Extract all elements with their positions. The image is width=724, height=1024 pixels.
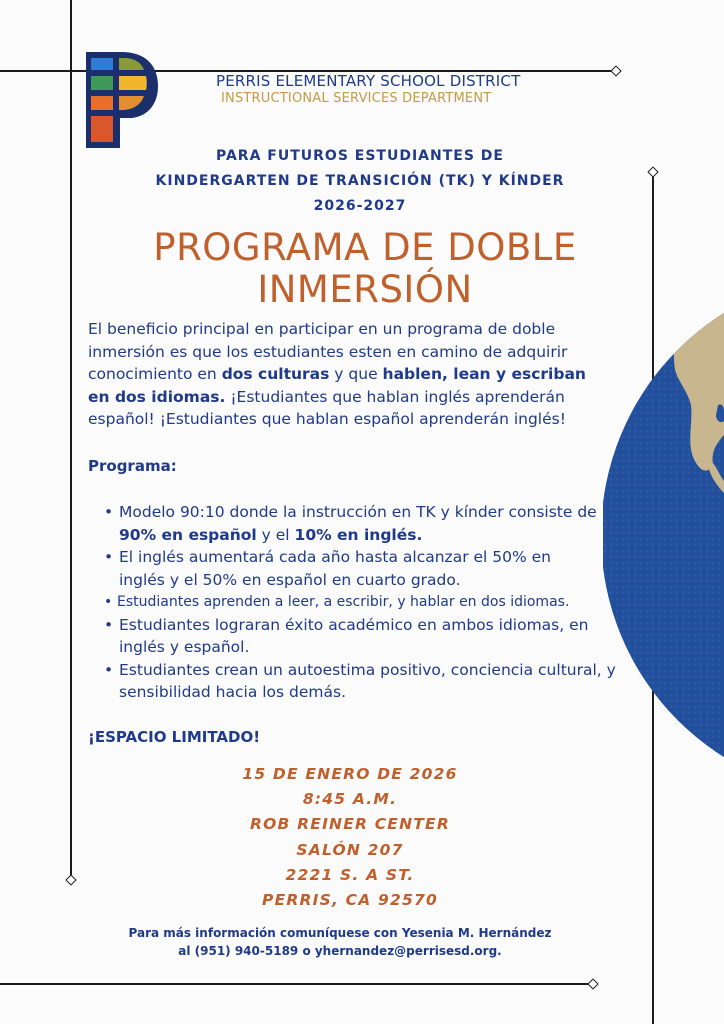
- subtitle-year: 2026-2027: [313, 198, 407, 214]
- event-city: PERRIS, CA 92570: [262, 891, 438, 909]
- frame-line-left: [70, 0, 72, 880]
- intro-text-1: El beneficio principal en participar en un programa de doble inmersión es que los estudiantes esten en camino de adquirir conocimiento en: [88, 320, 568, 383]
- contact-line-1: Para más información comuníquese con Yesenia M. Hernández: [128, 926, 552, 940]
- list-item: • Estudiantes aprenden a leer, a escribir, y hablar en dos idiomas.: [100, 591, 620, 614]
- list-item: • El inglés aumentará cada año hasta alcanzar el 50% en inglés y el 50% en español en cuarto grado.: [100, 546, 559, 591]
- bullet1-text-2: y el: [256, 525, 295, 544]
- subtitle-line-1: PARA FUTUROS ESTUDIANTES DE: [216, 148, 504, 164]
- intro-bold-1: dos culturas: [221, 365, 330, 383]
- bullet1-bold-1: 90% en español: [119, 525, 257, 544]
- perris-esd-p-logo-icon: [80, 46, 160, 154]
- list-item: • Estudiantes lograran éxito académico en ambos idiomas, en inglés y español.: [100, 614, 589, 659]
- subtitle-line-2: KINDERGARTEN DE TRANSICIÓN (TK) Y KÍNDER: [155, 173, 565, 189]
- frame-corner-right: [647, 166, 658, 177]
- program-list: [100, 501, 620, 704]
- event-street: 2221 S. A ST.: [285, 866, 415, 884]
- list-item: [100, 501, 620, 546]
- list-item: • Estudiantes crean un autoestima positivo, conciencia cultural, y sensibilidad hacia los demás.: [100, 659, 629, 704]
- intro-paragraph: [88, 318, 608, 431]
- bullet1-text-1: Modelo 90:10 donde la instrucción en TK y kínder consiste de: [119, 503, 597, 521]
- event-time: 8:45 A.M.: [302, 790, 398, 808]
- bullet1-bold-2: 10% en inglés.: [294, 525, 423, 544]
- frame-corner-left: [65, 874, 76, 885]
- intro-text-3: ¡Estudiantes que hablan inglés aprenderán español! ¡Estudiantes que hablan español aprenderán inglés!: [88, 387, 566, 428]
- page-title-line-2: INMERSIÓN: [257, 268, 473, 311]
- district-name: PERRIS ELEMENTARY SCHOOL DISTRICT: [216, 72, 521, 90]
- intro-bold-2: hablen, lean y escriban en dos idiomas.: [88, 365, 586, 406]
- limited-space-notice: ¡ESPACIO LIMITADO!: [88, 728, 261, 746]
- department-name: INSTRUCTIONAL SERVICES DEPARTMENT: [221, 91, 492, 106]
- contact-line-2: al (951) 940-5189 o yhernandez@perrisesd.org.: [178, 944, 502, 958]
- page-title-line-1: PROGRAMA DE DOBLE: [153, 226, 577, 269]
- globe-icon: [603, 225, 724, 825]
- program-label: Programa:: [88, 457, 177, 475]
- frame-corner-top: [610, 65, 621, 76]
- intro-text-2: y que: [329, 365, 383, 383]
- event-room: SALÓN 207: [296, 841, 404, 859]
- event-place: ROB REINER CENTER: [250, 815, 450, 833]
- frame-line-bottom: [0, 983, 594, 985]
- frame-corner-bottom: [587, 978, 598, 989]
- event-date: 15 DE ENERO DE 2026: [242, 765, 458, 783]
